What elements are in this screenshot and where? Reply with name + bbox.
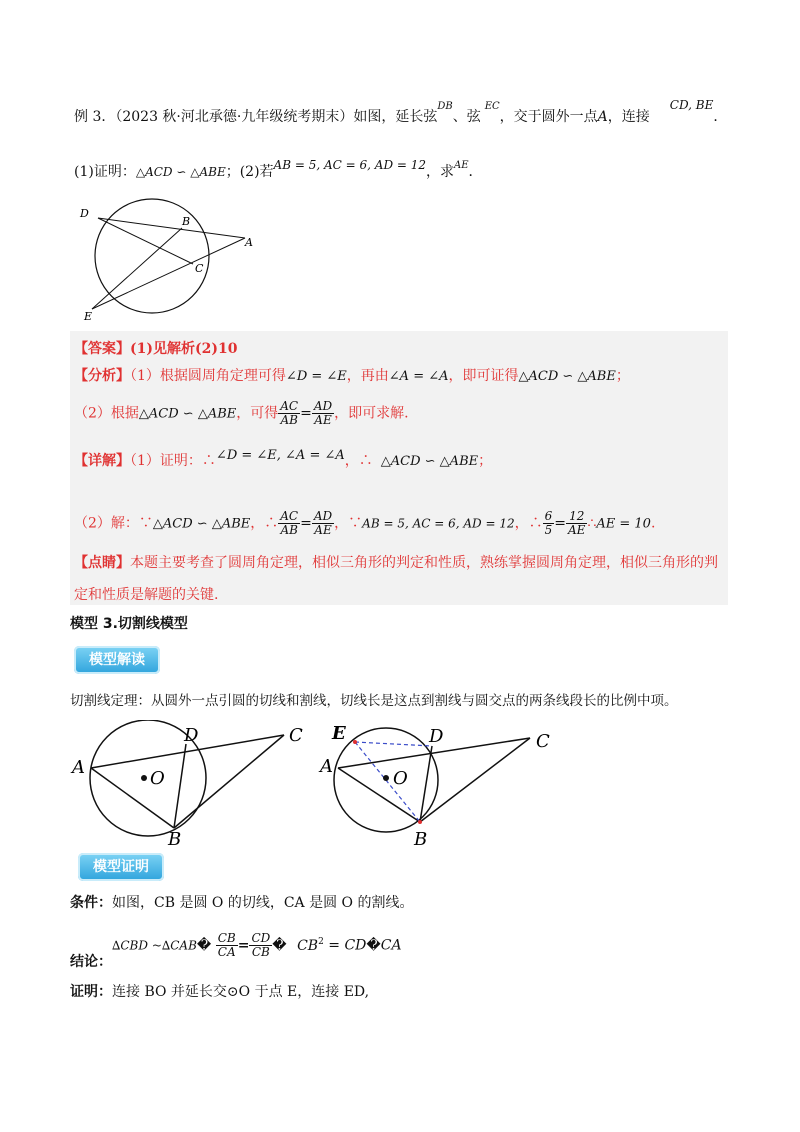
secant-theorem: 切割线定理：从圆外一点引圆的切线和割线，切线长是这点到割线与圆交点的两条线段长的比例中项。 [70, 693, 678, 709]
fig1-label-d: D [80, 207, 89, 220]
conclusion-line [70, 931, 402, 970]
example-line2-end: ． [468, 164, 483, 180]
detail-ratio-3: $\frac{6}{5}$ [544, 509, 553, 537]
part2-label: ；(2)若 [225, 164, 274, 180]
ratio-ac-ab: $\frac{AC}{AB}$ [280, 399, 299, 427]
conclusion-exponent: 2 [318, 937, 324, 947]
unknown-ae: AE [454, 160, 469, 171]
badge-model-reading: 模型解读 [74, 646, 160, 674]
fig1-label-e: E [84, 310, 93, 323]
comment-tag: 【点睛】 [74, 555, 130, 571]
condition-line [70, 893, 413, 913]
badge-model-proof: 模型证明 [78, 853, 164, 881]
fig1-label-c: C [195, 262, 204, 275]
fig2-right-e: E [332, 723, 346, 744]
angle-equality-1: ∠D = ∠E [285, 369, 347, 384]
fig1-label-b: B [182, 215, 191, 228]
analysis-text-1: （1）根据圆周角定理可得 [130, 368, 286, 384]
detail-angles: ∠D = ∠E, ∠A = ∠A [215, 448, 345, 463]
detail-e1: ； [478, 453, 493, 469]
comment-line-2 [74, 584, 218, 604]
ratio-ad-ae: $\frac{AD}{AE}$ [313, 399, 333, 427]
example-line-1 [74, 98, 728, 129]
detail-ratio-2: $\frac{AD}{AE}$ [313, 509, 333, 537]
fig2-left-a: A [72, 757, 85, 778]
segments-cd-be: CD, BE [669, 98, 714, 112]
fig2-right-a: A [320, 756, 333, 777]
detail-ratio-4: $\frac{12}{AE}$ [568, 509, 586, 537]
conclusion-cd: = CD [323, 937, 367, 954]
angle-equality-2: ∠A = ∠A [388, 369, 449, 384]
conclusion-sep-1: � [196, 937, 212, 954]
detail-c1: ，∴ [344, 453, 373, 469]
similar-statement: △ACD ∽ △ABE [135, 165, 226, 179]
analysis-text-4: ； [615, 368, 630, 384]
model-title: 模型 3.切割线模型 [70, 616, 188, 632]
given-values: AB = 5, AC = 6, AD = 12 [273, 158, 427, 172]
detail-line-1 [74, 450, 492, 470]
fig2-right-c: C [536, 731, 550, 752]
equals-sign: = [300, 405, 312, 422]
detail-equals-2: = [554, 515, 566, 532]
analysis-line2-b: ，可得 [236, 405, 279, 422]
detail-result: AE = 10 [596, 516, 651, 532]
answer-line [74, 338, 237, 358]
chord-db: DB [437, 101, 453, 112]
fig1-label-a: A [245, 236, 253, 249]
fig2-left-b: B [168, 829, 182, 850]
detail-p1: （1）证明：∴ [130, 453, 216, 469]
detail-p2: （2）解：∵ [74, 515, 153, 532]
example-end: ． [713, 109, 728, 125]
example-mid3: ，连接 [607, 109, 650, 125]
comment-text-1: 本题主要考查了圆周角定理，相似三角形的判定和性质，熟练掌握圆周角定理，相似三角形的判 [130, 555, 718, 571]
similarity-2: △ACD ∽ △ABE [138, 406, 237, 422]
analysis-line2-a: （2）根据 [74, 405, 139, 422]
analysis-line2-c: ，即可求解. [334, 405, 409, 422]
comment-text-2: 定和性质是解题的关键. [74, 587, 219, 603]
detail-similarity-2: △ACD ∽ △ABE [152, 516, 251, 532]
fig2-right-d: D [429, 726, 444, 747]
analysis-line-2 [74, 400, 409, 427]
detail-c3: ，∵ [334, 515, 363, 532]
fig2-right-o: O [393, 768, 408, 789]
conclusion-cb: CB [297, 937, 319, 954]
example-mid2: ，交于圆外一点 [499, 109, 598, 125]
conclusion-ratio-2: $\frac{CD}{CB}$ [251, 931, 271, 960]
conclusion-ratio-1: $\frac{CB}{CA}$ [217, 931, 236, 960]
conclusion-label: 结论： [70, 953, 112, 970]
condition-label: 条件： [70, 895, 112, 911]
detail-equals-1: = [300, 515, 312, 532]
point-a: A [597, 109, 608, 125]
circle-figure-1 [70, 198, 270, 323]
detail-line-2 [74, 510, 655, 537]
example-mid1: 、弦 [452, 109, 481, 125]
detail-similarity-1: △ACD ∽ △ABE [380, 454, 479, 469]
fig2-left-o: O [150, 768, 165, 789]
detail-c5: ∴ [587, 515, 597, 532]
proof-line [70, 982, 369, 1002]
example-prefix: 例 3．（2023 秋·河北承德·九年级统考期末）如图，延长弦 [74, 109, 438, 125]
condition-text: 如图，CB 是圆 O 的切线，CA 是圆 O 的割线。 [112, 895, 414, 911]
detail-c4: ，∴ [514, 515, 543, 532]
detail-tag: 【详解】 [74, 453, 130, 469]
similarity-1: △ACD ∽ △ABE [518, 369, 616, 384]
analysis-text-2: ，再由 [346, 368, 389, 384]
answer-tag: 【答案】 [74, 341, 130, 357]
example-line-2 [74, 158, 483, 184]
fig2-left-c: C [289, 725, 303, 746]
conclusion-ca: CA [380, 937, 402, 954]
detail-ratio-1: $\frac{AC}{AB}$ [280, 509, 299, 537]
analysis-tag: 【分析】 [74, 368, 130, 384]
conclusion-sep-3: � [366, 937, 381, 954]
analysis-line-1 [74, 365, 630, 385]
secant-tangent-figure [70, 720, 570, 850]
analysis-text-3: ，即可证得 [448, 368, 519, 384]
ask-text: ，求 [426, 164, 455, 180]
conclusion-similarity: ∆CBD ~∆CAB [112, 938, 197, 953]
proof-label: 证明： [70, 984, 112, 1000]
conclusion-equals: = [237, 937, 250, 954]
conclusion-sep-2: � [272, 937, 287, 954]
comment-line-1 [74, 552, 718, 572]
detail-e2: . [650, 515, 656, 532]
proof-text: 连接 BO 并延长交⊙O 于点 E，连接 ED, [112, 984, 370, 1000]
fig2-left-d: D [184, 725, 199, 746]
detail-c2: ，∴ [250, 515, 279, 532]
answer-text: (1)见解析(2)10 [130, 341, 238, 357]
detail-given: AB = 5, AC = 6, AD = 12 [362, 516, 515, 531]
chord-ec: EC [484, 101, 500, 112]
fig2-right-b: B [414, 829, 428, 850]
part1-label: (1)证明： [74, 164, 136, 180]
